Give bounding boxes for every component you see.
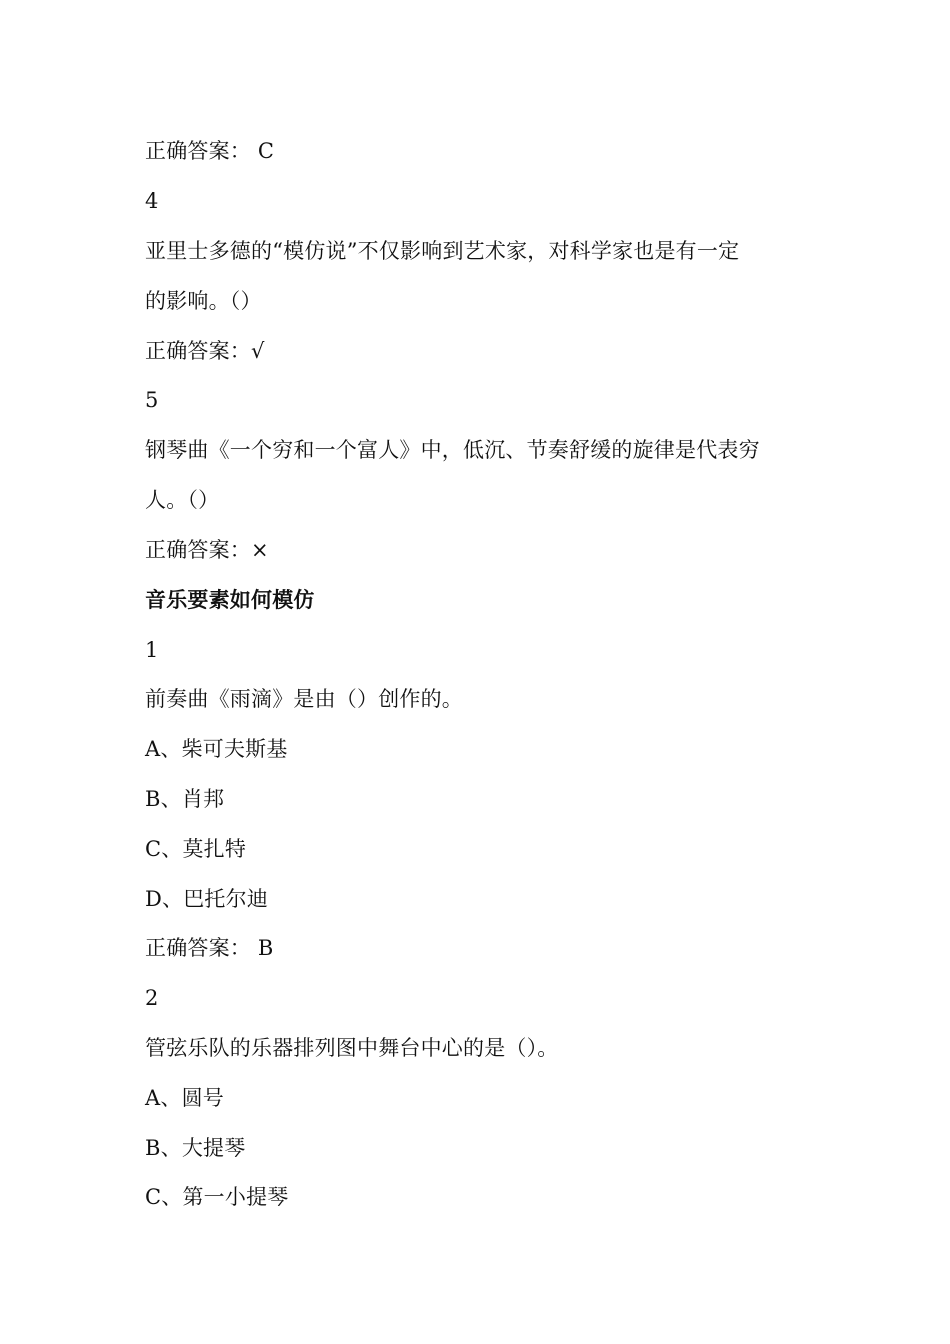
option-b-q1: B、肖邦 — [145, 787, 225, 811]
answer-line-q1: 正确答案： B — [145, 936, 274, 960]
question-text-2: 管弦乐队的乐器排列图中舞台中心的是（）。 — [145, 1036, 559, 1060]
option-c-q2: C、第一小提琴 — [145, 1185, 289, 1209]
question-text-5-cont: 人。（） — [145, 488, 220, 512]
section-heading: 音乐要素如何模仿 — [145, 587, 315, 612]
question-number-5: 5 — [145, 388, 159, 412]
question-number-4: 4 — [145, 189, 159, 213]
answer-line-q4: 正确答案：√ — [145, 339, 265, 363]
answer-line-q3: 正确答案： C — [145, 139, 275, 163]
question-text-5: 钢琴曲《一个穷和一个富人》中，低沉、节奏舒缓的旋律是代表穷 — [145, 438, 760, 462]
option-b-q2: B、大提琴 — [145, 1136, 246, 1160]
question-text-4: 亚里士多德的“模仿说”不仅影响到艺术家，对科学家也是有一定 — [145, 239, 740, 263]
option-c-q1: C、莫扎特 — [145, 837, 247, 861]
question-text-4-cont: 的影响。（） — [145, 289, 262, 313]
question-text-1: 前奏曲《雨滴》是由（）创作的。 — [145, 687, 463, 711]
answer-line-q5: 正确答案：× — [145, 538, 269, 562]
option-d-q1: D、巴托尔迪 — [145, 887, 269, 911]
question-number-1: 1 — [145, 638, 159, 662]
option-a-q2: A、圆号 — [145, 1086, 224, 1110]
question-number-2: 2 — [145, 986, 159, 1010]
option-a-q1: A、柴可夫斯基 — [145, 737, 288, 761]
